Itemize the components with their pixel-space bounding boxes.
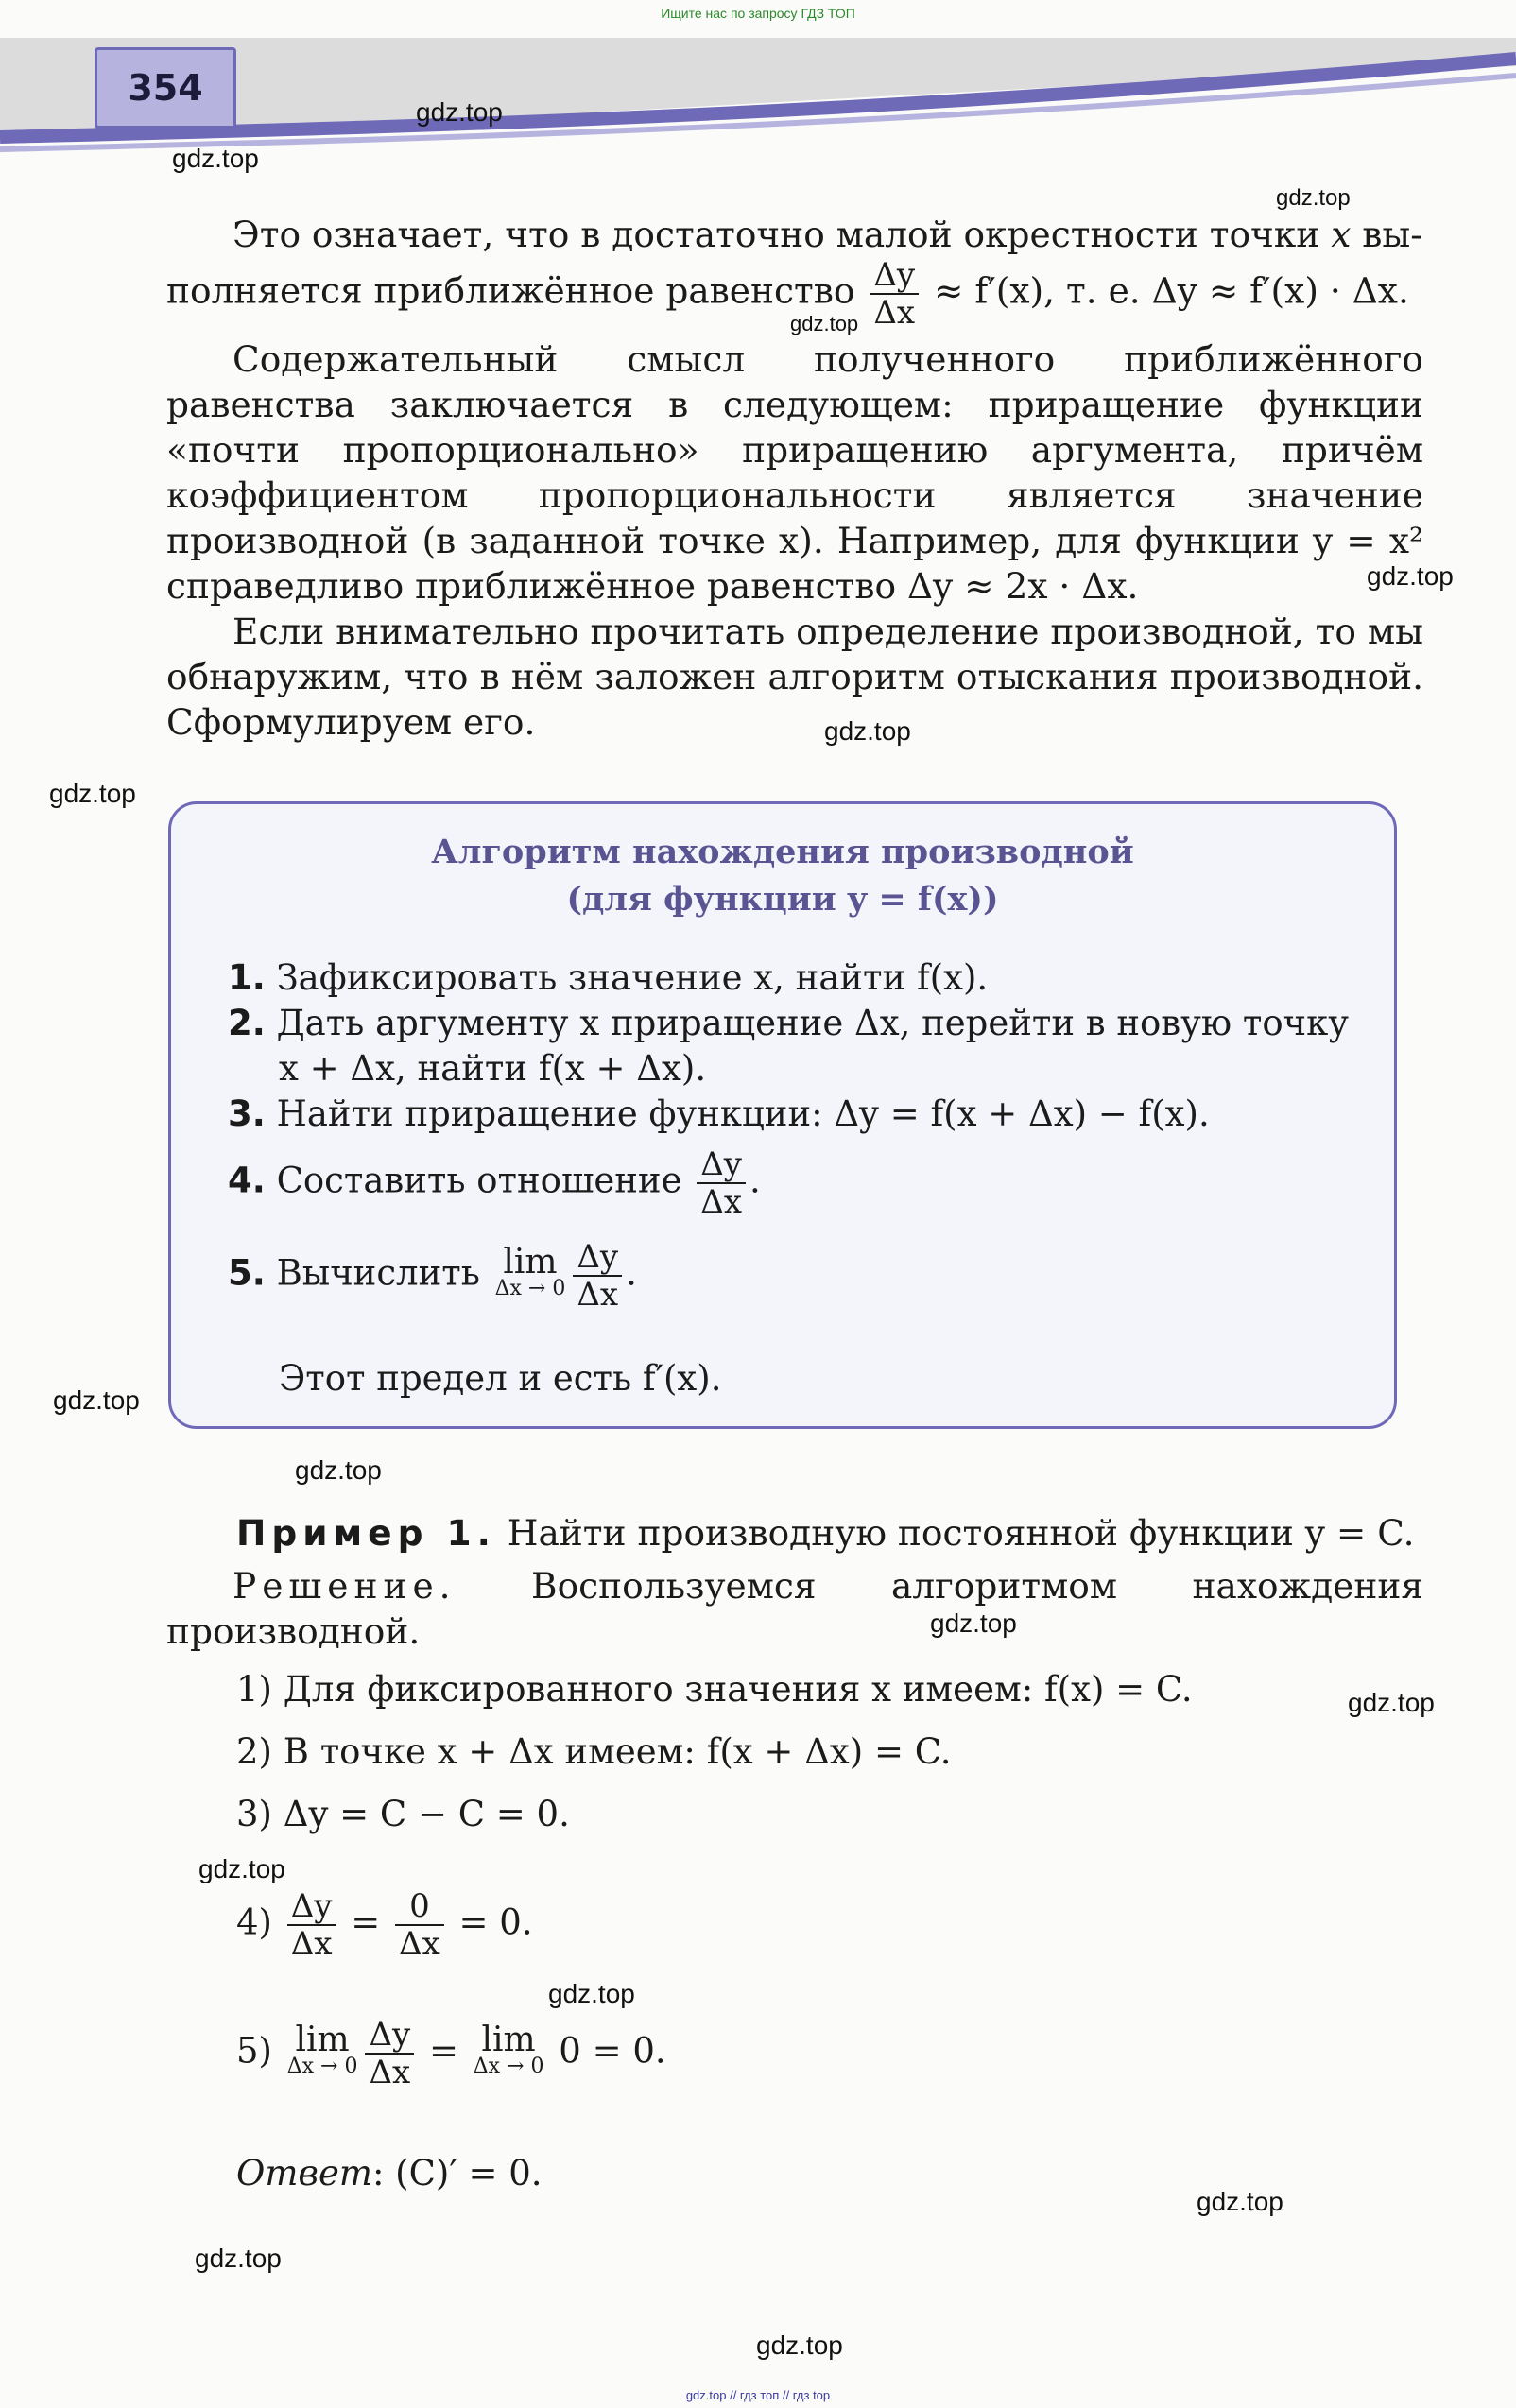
paragraph-3: Если внимательно прочитать определение производной, то мы обнаружим, что в нём заложен алгоритм отыскания производной. Сформулируем его. (166, 611, 1423, 743)
watermark: gdz.top (172, 144, 259, 173)
fraction-dy-dx: $\frac{\Delta y}{\Delta x}$ (697, 1146, 746, 1220)
algorithm-subtitle: (для функции y = f(x)) (566, 880, 999, 919)
solution-line-2: 2) В точке x + Δx имеем: f(x + Δx) = C. (236, 1731, 952, 1772)
watermark: gdz.top (824, 716, 911, 746)
watermark: gdz.top (548, 1979, 635, 2008)
algorithm-title: Алгоритм нахождения производной (431, 833, 1134, 871)
solution-line-1: 1) Для фиксированного значения x имеем: f(x) = C. (236, 1669, 1193, 1710)
fraction-dy-dx: $\frac{\Delta y}{\Delta x}$ (365, 2017, 414, 2090)
watermark: gdz.top (1367, 561, 1454, 591)
fraction-dy-dx: $\frac{\Delta y}{\Delta x}$ (870, 257, 919, 331)
paragraph-2: Содержательный смысл полученного приближённого равенства заключается в следующем: приращение функции «почти пропорционально» приращению аргумента, причём коэффициентом пропорциональности является значение производной (в заданной точке x). Например, для функции y = x² справедливо приближённое равенство Δy ≈ 2x · Δx. (166, 338, 1423, 607)
solution-line-3: 3) Δy = C − C = 0. (236, 1794, 570, 1834)
algorithm-step-2: 2. Дать аргументу x приращение Δx, перейти в новую точку (228, 1003, 1349, 1043)
bottom-note: gdz.top // гдз топ // гдз top (685, 2388, 831, 2402)
watermark: gdz.top (53, 1385, 140, 1415)
paragraph-1: Это означает, что в достаточно малой окрестности точки x вы- (233, 214, 1422, 255)
algorithm-step-2-cont: x + Δx, найти f(x + Δx). (279, 1048, 707, 1089)
watermark: gdz.top (49, 779, 136, 808)
algorithm-footer: Этот предел и есть f′(x). (279, 1358, 722, 1399)
algorithm-step-4: 4. Составить отношение $\frac{\Delta y}{\Delta x}$ . (228, 1145, 761, 1221)
watermark: gdz.top (295, 1455, 382, 1485)
watermark: gdz.top (790, 312, 859, 335)
paragraph-1-line-2: полняется приближённое равенство $\frac{\Delta y}{\Delta x}$ ≈ f′(x), т. е. Δy ≈ f′(x) · Δx. (166, 256, 1409, 332)
algorithm-step-5: 5. Вычислить lim Δx → 0 $\frac{\Delta y}{\Delta x}$ . (228, 1238, 637, 1314)
top-note: Ищите нас по запросу ГДЗ ТОП (661, 6, 855, 21)
watermark: gdz.top (1276, 185, 1351, 211)
algorithm-box (168, 801, 1397, 1429)
watermark: gdz.top (416, 97, 503, 127)
fraction-dy-dx: $\frac{\Delta y}{\Delta x}$ (573, 1239, 622, 1313)
watermark: gdz.top (195, 2244, 282, 2273)
solution-line-4: 4) $\frac{\Delta y}{\Delta x}$ = $\frac{0}{\Delta x}$ = 0. (236, 1887, 533, 1963)
fraction-zero-dx: $\frac{0}{\Delta x}$ (395, 1888, 444, 1962)
answer: Ответ: (C)′ = 0. (236, 2153, 543, 2193)
watermark: gdz.top (198, 1854, 285, 1883)
limit-expression: lim Δx → 0 (286, 2021, 358, 2078)
example-solution: Решение. Воспользуемся алгоритмом нахождения производной. (166, 1565, 1423, 1652)
watermark: gdz.top (1348, 1688, 1435, 1717)
limit-expression: lim Δx → 0 (473, 2021, 544, 2078)
example-heading: Пример 1. Найти производную постоянной функции y = C. (236, 1512, 1415, 1554)
watermark: gdz.top (1197, 2187, 1283, 2216)
solution-line-5: 5) lim Δx → 0 $\frac{\Delta y}{\Delta x}$ = lim Δx → 0 0 = 0. (236, 2016, 666, 2091)
algorithm-step-3: 3. Найти приращение функции: Δy = f(x + Δx) − f(x). (228, 1093, 1210, 1134)
algorithm-step-1: 1. Зафиксировать значение x, найти f(x). (228, 957, 989, 998)
limit-expression: lim Δx → 0 (494, 1243, 566, 1300)
page-number: 354 (95, 47, 236, 129)
fraction-dy-dx: $\frac{\Delta y}{\Delta x}$ (287, 1888, 336, 1962)
watermark: gdz.top (930, 1608, 1017, 1638)
watermark: gdz.top (756, 2331, 843, 2360)
